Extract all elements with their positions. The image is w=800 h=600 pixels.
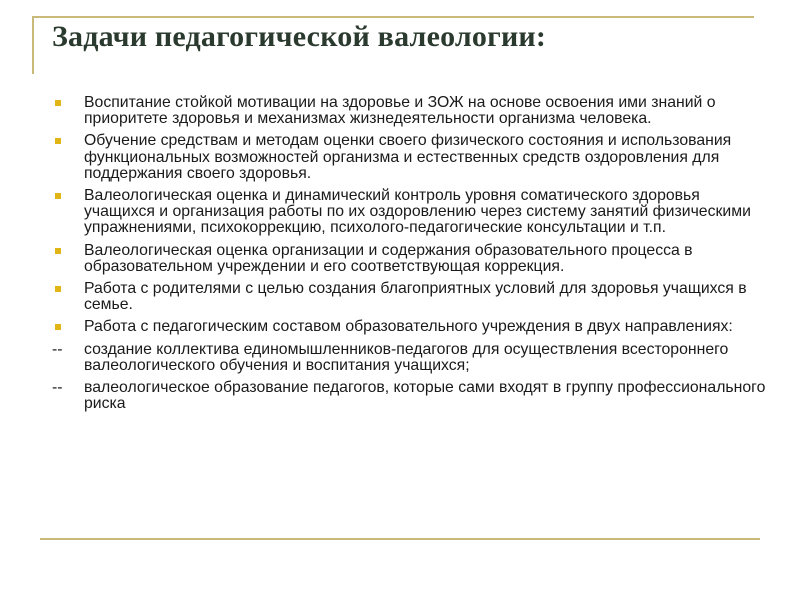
task-list [52, 95, 767, 418]
sub-list-item-text: валеологическое образование педагогов, которые сами входят в группу профессионального риска [84, 379, 766, 413]
square-bullet-icon [55, 193, 61, 199]
sub-list-item [52, 342, 767, 374]
square-bullet-icon [55, 248, 61, 254]
square-bullet-icon [55, 100, 61, 106]
sub-list-item-text: создание коллектива единомышленников-педагогов для осуществления всестороннего валеологического обучения и воспитания учащихся; [84, 340, 729, 374]
list-item-text: Воспитание стойкой мотивации на здоровье и ЗОЖ на основе освоения ими знаний о приоритете здоровья и механизмах жизнедеятельности организма человека. [84, 94, 716, 128]
dash-marker: -- [52, 340, 63, 358]
square-bullet-icon [55, 138, 61, 144]
list-item [52, 281, 767, 313]
dash-marker: -- [52, 379, 63, 397]
list-item [52, 133, 767, 182]
square-bullet-icon [55, 286, 61, 292]
slide-title: Задачи педагогической валеологии: [52, 20, 547, 53]
list-item [52, 319, 767, 335]
list-item-text: Обучение средствам и методам оценки своего физического состояния и использования функциональных возможностей организма и естественных средств оздоровления для поддержания своего здоровья. [84, 132, 732, 182]
list-item [52, 95, 767, 127]
list-item-text: Валеологическая оценка организации и содержания образовательного процесса в образовательном учреждении и его соответствующая коррекция. [84, 241, 693, 275]
list-item-text: Валеологическая оценка и динамический контроль уровня соматического здоровья учащихся и организация работы по их оздоровлению через систему занятий физическими упражнениями, психокоррекцию, психолого-педагогические консультации и т.п. [84, 187, 751, 237]
sub-list-item [52, 380, 767, 412]
list-item-text: Работа с педагогическим составом образовательного учреждения в двух направлениях: [84, 318, 733, 336]
list-item [52, 188, 767, 237]
bottom-divider [40, 538, 760, 540]
list-item-text: Работа с родителями с целью создания благоприятных условий для здоровья учащихся в семье. [84, 280, 747, 314]
square-bullet-icon [55, 324, 61, 330]
list-item [52, 243, 767, 275]
